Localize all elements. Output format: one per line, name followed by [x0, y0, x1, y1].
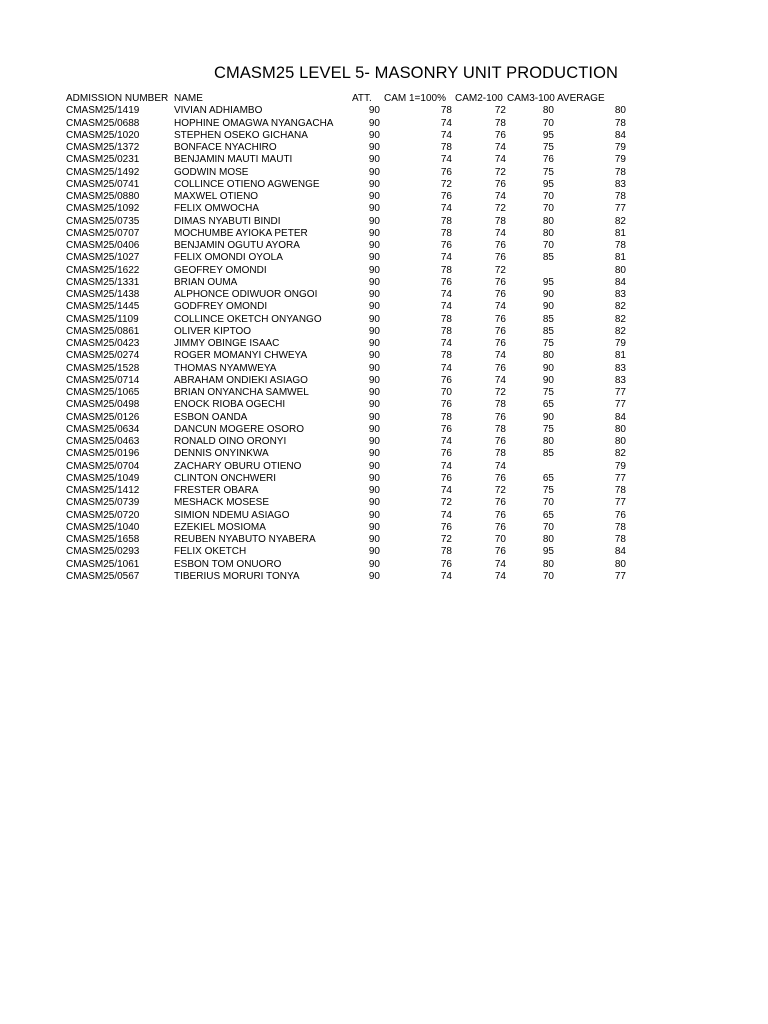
attendance-cell: 90: [368, 240, 380, 251]
cam1-score-cell: 74: [440, 289, 452, 300]
admission-number-cell: CMASM25/1528: [66, 362, 140, 374]
admission-number-cell: CMASM25/0463: [66, 436, 140, 447]
cam1-score-cell: 76: [440, 399, 452, 411]
cam2-score-cell: 76: [494, 411, 506, 423]
cam3-score-cell: 80: [542, 558, 554, 570]
admission-number-cell: CMASM25/0880: [66, 191, 140, 202]
attendance-cell: 90: [368, 534, 380, 545]
student-name-cell: FELIX OMWOCHA: [174, 203, 260, 215]
cam2-score-cell: 78: [494, 215, 506, 227]
cam3-score-cell: 70: [542, 497, 554, 509]
student-name-cell: THOMAS NYAMWEYA: [174, 362, 277, 374]
cam3-score-cell: 85: [542, 252, 554, 264]
cam3-score-cell: 90: [542, 301, 554, 313]
cam3-score-cell: 85: [542, 313, 554, 325]
admission-number-cell: CMASM25/0423: [66, 338, 140, 349]
attendance-cell: 90: [368, 374, 380, 386]
cam1-score-cell: 78: [440, 411, 452, 423]
attendance-cell: 90: [368, 570, 380, 582]
average-score-cell: 82: [614, 215, 626, 227]
cam2-score-cell: 78: [494, 399, 506, 411]
admission-number-cell: CMASM25/0688: [66, 117, 140, 129]
admission-number-cell: CMASM25/1020: [66, 129, 140, 141]
average-score-cell: 77: [614, 203, 626, 215]
student-name-cell: FRESTER OBARA: [174, 485, 259, 496]
student-name-cell: ESBON TOM ONUORO: [174, 558, 282, 570]
cam3-score-cell: 70: [542, 191, 554, 202]
cam3-score-cell: 70: [542, 240, 554, 251]
average-score-cell: 77: [614, 570, 626, 582]
cam2-score-cell: 72: [494, 166, 506, 178]
cam1-score-cell: 76: [440, 472, 452, 484]
student-name-cell: GODWIN MOSE: [174, 166, 249, 178]
cam1-score-cell: 76: [440, 423, 452, 435]
cam1-score-cell: 78: [440, 264, 452, 276]
admission-number-cell: CMASM25/0196: [66, 448, 140, 460]
attendance-cell: 90: [368, 387, 380, 398]
cam3-score-cell: 70: [542, 521, 554, 533]
cam1-score-cell: 78: [440, 325, 452, 337]
cam3-score-cell: 75: [542, 485, 554, 496]
average-score-cell: 80: [614, 264, 626, 276]
cam1-score-cell: 74: [440, 129, 452, 141]
cam2-score-cell: 78: [494, 117, 506, 129]
average-score-cell: 78: [614, 521, 626, 533]
student-name-cell: ALPHONCE ODIWUOR ONGOI: [174, 289, 318, 300]
cam1-score-cell: 76: [440, 374, 452, 386]
admission-number-cell: CMASM25/0293: [66, 546, 140, 558]
cam2-score-cell: 78: [494, 448, 506, 460]
cam2-score-cell: 76: [494, 436, 506, 447]
cam1-score-cell: 76: [440, 448, 452, 460]
average-score-cell: 78: [614, 485, 626, 496]
attendance-cell: 90: [368, 154, 380, 166]
cam3-score-cell: 90: [542, 374, 554, 386]
cam1-score-cell: 74: [440, 154, 452, 166]
attendance-cell: 90: [368, 129, 380, 141]
student-name-cell: CLINTON ONCHWERI: [174, 472, 277, 484]
cam1-score-cell: 78: [440, 215, 452, 227]
attendance-cell: 90: [368, 558, 380, 570]
admission-number-cell: CMASM25/1109: [66, 313, 139, 325]
average-score-cell: 77: [614, 399, 626, 411]
cam2-score-cell: 78: [494, 423, 506, 435]
admission-number-cell: CMASM25/1438: [66, 289, 140, 300]
admission-number-cell: CMASM25/1331: [66, 276, 140, 288]
cam2-score-cell: 74: [494, 570, 506, 582]
cam1-score-cell: 74: [440, 570, 452, 582]
admission-number-cell: CMASM25/1492: [66, 166, 140, 178]
attendance-cell: 90: [368, 497, 380, 509]
average-score-cell: 83: [614, 374, 626, 386]
cam3-score-cell: 75: [542, 387, 554, 398]
attendance-cell: 90: [368, 436, 380, 447]
cam1-score-cell: 74: [440, 436, 452, 447]
cam1-score-cell: 74: [440, 252, 452, 264]
header-cam2: CAM2-100: [455, 93, 503, 104]
student-name-cell: OLIVER KIPTOO: [174, 325, 252, 337]
cam1-score-cell: 78: [440, 227, 452, 239]
cam2-score-cell: 74: [494, 301, 506, 313]
cam1-score-cell: 74: [440, 485, 452, 496]
average-score-cell: 81: [614, 252, 626, 264]
cam1-score-cell: 70: [440, 387, 452, 398]
student-name-cell: BONFACE NYACHIRO: [174, 142, 277, 153]
cam2-score-cell: 74: [494, 460, 506, 472]
average-score-cell: 80: [614, 436, 626, 447]
attendance-cell: 90: [368, 191, 380, 202]
header-cam1: CAM 1=100%: [384, 93, 446, 104]
average-score-cell: 78: [614, 117, 626, 129]
attendance-cell: 90: [368, 423, 380, 435]
admission-number-cell: CMASM25/1049: [66, 472, 140, 484]
cam3-score-cell: 75: [542, 338, 554, 349]
average-score-cell: 79: [614, 460, 626, 472]
average-score-cell: 77: [614, 472, 626, 484]
admission-number-cell: CMASM25/0406: [66, 240, 140, 251]
cam3-score-cell: 80: [542, 534, 554, 545]
student-name-cell: GODFREY OMONDI: [174, 301, 268, 313]
student-name-cell: GEOFREY OMONDI: [174, 264, 267, 276]
attendance-cell: 90: [368, 399, 380, 411]
student-name-cell: STEPHEN OSEKO GICHANA: [174, 129, 308, 141]
cam2-score-cell: 76: [494, 313, 506, 325]
cam1-score-cell: 74: [440, 362, 452, 374]
admission-number-cell: CMASM25/1412: [66, 485, 140, 496]
student-name-cell: BENJAMIN OGUTU AYORA: [174, 240, 300, 251]
student-name-cell: COLLINCE OKETCH ONYANGO: [174, 313, 322, 325]
average-score-cell: 80: [614, 105, 626, 117]
attendance-cell: 90: [368, 448, 380, 460]
cam2-score-cell: 72: [494, 264, 506, 276]
average-score-cell: 84: [614, 276, 626, 288]
cam2-score-cell: 72: [494, 203, 506, 215]
cam2-score-cell: 74: [494, 558, 506, 570]
admission-number-cell: CMASM25/0498: [66, 399, 140, 411]
cam2-score-cell: 74: [494, 154, 506, 166]
average-score-cell: 79: [614, 338, 626, 349]
admission-number-cell: CMASM25/0274: [66, 350, 140, 362]
average-score-cell: 84: [614, 546, 626, 558]
student-name-cell: SIMION NDEMU ASIAGO: [174, 509, 290, 521]
cam2-score-cell: 76: [494, 252, 506, 264]
student-name-cell: DIMAS NYABUTI BINDI: [174, 215, 281, 227]
cam3-score-cell: 80: [542, 227, 554, 239]
cam1-score-cell: 72: [440, 497, 452, 509]
cam3-score-cell: 80: [542, 350, 554, 362]
cam3-score-cell: 80: [542, 105, 554, 117]
cam3-score-cell: 90: [542, 411, 554, 423]
student-name-cell: DANCUN MOGERE OSORO: [174, 423, 305, 435]
student-name-cell: BRIAN OUMA: [174, 276, 238, 288]
admission-number-cell: CMASM25/0741: [66, 178, 140, 190]
cam1-score-cell: 76: [440, 558, 452, 570]
attendance-cell: 90: [368, 362, 380, 374]
attendance-cell: 90: [368, 485, 380, 496]
cam2-score-cell: 72: [494, 485, 506, 496]
student-name-cell: FELIX OMONDI OYOLA: [174, 252, 283, 264]
cam3-score-cell: 85: [542, 448, 554, 460]
cam1-score-cell: 74: [440, 301, 452, 313]
cam1-score-cell: 76: [440, 166, 452, 178]
admission-number-cell: CMASM25/0707: [66, 227, 140, 239]
admission-number-cell: CMASM25/1419: [66, 105, 140, 117]
cam2-score-cell: 76: [494, 509, 506, 521]
page-title: CMASM25 LEVEL 5- MASONRY UNIT PRODUCTION: [213, 64, 619, 82]
student-name-cell: MAXWEL OTIENO: [174, 191, 259, 202]
average-score-cell: 82: [614, 301, 626, 313]
average-score-cell: 82: [614, 325, 626, 337]
cam1-score-cell: 78: [440, 546, 452, 558]
admission-number-cell: CMASM25/1027: [66, 252, 140, 264]
cam2-score-cell: 74: [494, 350, 506, 362]
cam2-score-cell: 72: [494, 387, 506, 398]
cam2-score-cell: 74: [494, 191, 506, 202]
admission-number-cell: CMASM25/0634: [66, 423, 140, 435]
attendance-cell: 90: [368, 252, 380, 264]
attendance-cell: 90: [368, 178, 380, 190]
student-name-cell: HOPHINE OMAGWA NYANGACHA: [174, 117, 334, 129]
average-score-cell: 80: [614, 423, 626, 435]
student-name-cell: MESHACK MOSESE: [174, 497, 270, 509]
cam1-score-cell: 74: [440, 338, 452, 349]
cam2-score-cell: 76: [494, 497, 506, 509]
student-name-cell: REUBEN NYABUTO NYABERA: [174, 534, 316, 545]
student-name-cell: RONALD OINO ORONYI: [174, 436, 287, 447]
cam3-score-cell: 95: [542, 178, 554, 190]
cam2-score-cell: 74: [494, 227, 506, 239]
admission-number-cell: CMASM25/1040: [66, 521, 140, 533]
average-score-cell: 81: [614, 227, 626, 239]
admission-number-cell: CMASM25/0735: [66, 215, 140, 227]
cam2-score-cell: 76: [494, 338, 506, 349]
cam2-score-cell: 76: [494, 521, 506, 533]
student-name-cell: ESBON OANDA: [174, 411, 248, 423]
cam3-score-cell: 95: [542, 276, 554, 288]
cam2-score-cell: 74: [494, 374, 506, 386]
student-name-cell: FELIX OKETCH: [174, 546, 247, 558]
student-name-cell: ZACHARY OBURU OTIENO: [174, 460, 302, 472]
cam3-score-cell: 75: [542, 423, 554, 435]
attendance-cell: 90: [368, 411, 380, 423]
average-score-cell: 77: [614, 497, 626, 509]
cam2-score-cell: 76: [494, 240, 506, 251]
cam3-score-cell: 76: [542, 154, 554, 166]
average-score-cell: 77: [614, 387, 626, 398]
attendance-cell: 90: [368, 117, 380, 129]
student-name-cell: VIVIAN ADHIAMBO: [174, 105, 263, 117]
cam3-score-cell: 70: [542, 203, 554, 215]
attendance-cell: 90: [368, 227, 380, 239]
header-name: NAME: [174, 93, 203, 104]
cam3-score-cell: 85: [542, 325, 554, 337]
cam2-score-cell: 72: [494, 105, 506, 117]
cam3-score-cell: 90: [542, 289, 554, 300]
average-score-cell: 83: [614, 178, 626, 190]
cam2-score-cell: 76: [494, 325, 506, 337]
attendance-cell: 90: [368, 276, 380, 288]
average-score-cell: 78: [614, 240, 626, 251]
admission-number-cell: CMASM25/1065: [66, 387, 140, 398]
student-name-cell: ABRAHAM ONDIEKI ASIAGO: [174, 374, 308, 386]
attendance-cell: 90: [368, 264, 380, 276]
cam3-score-cell: 75: [542, 166, 554, 178]
admission-number-cell: CMASM25/0704: [66, 460, 140, 472]
cam1-score-cell: 78: [440, 350, 452, 362]
attendance-cell: 90: [368, 301, 380, 313]
average-score-cell: 84: [614, 411, 626, 423]
average-score-cell: 80: [614, 558, 626, 570]
average-score-cell: 78: [614, 534, 626, 545]
attendance-cell: 90: [368, 325, 380, 337]
cam3-score-cell: 65: [542, 472, 554, 484]
attendance-cell: 90: [368, 203, 380, 215]
cam1-score-cell: 74: [440, 509, 452, 521]
attendance-cell: 90: [368, 521, 380, 533]
average-score-cell: 82: [614, 448, 626, 460]
cam1-score-cell: 76: [440, 191, 452, 202]
admission-number-cell: CMASM25/0720: [66, 509, 140, 521]
cam2-score-cell: 76: [494, 276, 506, 288]
header-average: AVERAGE: [557, 93, 605, 104]
cam2-score-cell: 76: [494, 129, 506, 141]
admission-number-cell: CMASM25/0714: [66, 374, 140, 386]
student-name-cell: MOCHUMBE AYIOKA PETER: [174, 227, 308, 239]
average-score-cell: 82: [614, 313, 626, 325]
cam2-score-cell: 70: [494, 534, 506, 545]
cam3-score-cell: 65: [542, 509, 554, 521]
admission-number-cell: CMASM25/0861: [66, 325, 140, 337]
admission-number-cell: CMASM25/0567: [66, 570, 140, 582]
attendance-cell: 90: [368, 472, 380, 484]
admission-number-cell: CMASM25/1061: [66, 558, 140, 570]
cam3-score-cell: 90: [542, 362, 554, 374]
average-score-cell: 78: [614, 166, 626, 178]
cam3-score-cell: 80: [542, 436, 554, 447]
cam1-score-cell: 72: [440, 534, 452, 545]
admission-number-cell: CMASM25/0126: [66, 411, 140, 423]
student-name-cell: DENNIS ONYINKWA: [174, 448, 269, 460]
cam3-score-cell: 65: [542, 399, 554, 411]
admission-number-cell: CMASM25/0231: [66, 154, 140, 166]
cam1-score-cell: 78: [440, 313, 452, 325]
cam2-score-cell: 76: [494, 472, 506, 484]
cam3-score-cell: 95: [542, 129, 554, 141]
cam3-score-cell: 70: [542, 570, 554, 582]
attendance-cell: 90: [368, 166, 380, 178]
cam1-score-cell: 76: [440, 276, 452, 288]
header-cam3: CAM3-100: [507, 93, 555, 104]
cam3-score-cell: 75: [542, 142, 554, 153]
student-name-cell: BRIAN ONYANCHA SAMWEL: [174, 387, 309, 398]
student-name-cell: EZEKIEL MOSIOMA: [174, 521, 266, 533]
admission-number-cell: CMASM25/1445: [66, 301, 140, 313]
header-attendance: ATT.: [352, 93, 372, 104]
attendance-cell: 90: [368, 546, 380, 558]
cam3-score-cell: 95: [542, 546, 554, 558]
cam1-score-cell: 74: [440, 460, 452, 472]
admission-number-cell: CMASM25/0739: [66, 497, 140, 509]
admission-number-cell: CMASM25/1658: [66, 534, 140, 545]
average-score-cell: 84: [614, 129, 626, 141]
cam2-score-cell: 76: [494, 362, 506, 374]
attendance-cell: 90: [368, 142, 380, 153]
average-score-cell: 83: [614, 289, 626, 300]
attendance-cell: 90: [368, 338, 380, 349]
cam1-score-cell: 78: [440, 105, 452, 117]
attendance-cell: 90: [368, 460, 380, 472]
admission-number-cell: CMASM25/1372: [66, 142, 140, 153]
cam1-score-cell: 76: [440, 521, 452, 533]
student-name-cell: TIBERIUS MORURI TONYA: [174, 570, 300, 582]
average-score-cell: 76: [614, 509, 626, 521]
average-score-cell: 81: [614, 350, 626, 362]
cam3-score-cell: 70: [542, 117, 554, 129]
student-name-cell: ENOCK RIOBA OGECHI: [174, 399, 286, 411]
student-name-cell: BENJAMIN MAUTI MAUTI: [174, 154, 293, 166]
cam1-score-cell: 74: [440, 203, 452, 215]
admission-number-cell: CMASM25/1622: [66, 264, 140, 276]
cam1-score-cell: 74: [440, 117, 452, 129]
admission-number-cell: CMASM25/1092: [66, 203, 140, 215]
average-score-cell: 79: [614, 154, 626, 166]
student-name-cell: ROGER MOMANYI CHWEYA: [174, 350, 308, 362]
cam2-score-cell: 76: [494, 178, 506, 190]
cam2-score-cell: 76: [494, 289, 506, 300]
cam1-score-cell: 76: [440, 240, 452, 251]
header-admission-number: ADMISSION NUMBER: [66, 93, 169, 104]
average-score-cell: 79: [614, 142, 626, 153]
attendance-cell: 90: [368, 105, 380, 117]
student-name-cell: JIMMY OBINGE ISAAC: [174, 338, 280, 349]
cam1-score-cell: 78: [440, 142, 452, 153]
attendance-cell: 90: [368, 509, 380, 521]
cam3-score-cell: 80: [542, 215, 554, 227]
student-name-cell: COLLINCE OTIENO AGWENGE: [174, 178, 320, 190]
cam1-score-cell: 72: [440, 178, 452, 190]
cam2-score-cell: 76: [494, 546, 506, 558]
cam2-score-cell: 74: [494, 142, 506, 153]
attendance-cell: 90: [368, 313, 380, 325]
attendance-cell: 90: [368, 289, 380, 300]
attendance-cell: 90: [368, 350, 380, 362]
average-score-cell: 78: [614, 191, 626, 202]
average-score-cell: 83: [614, 362, 626, 374]
attendance-cell: 90: [368, 215, 380, 227]
